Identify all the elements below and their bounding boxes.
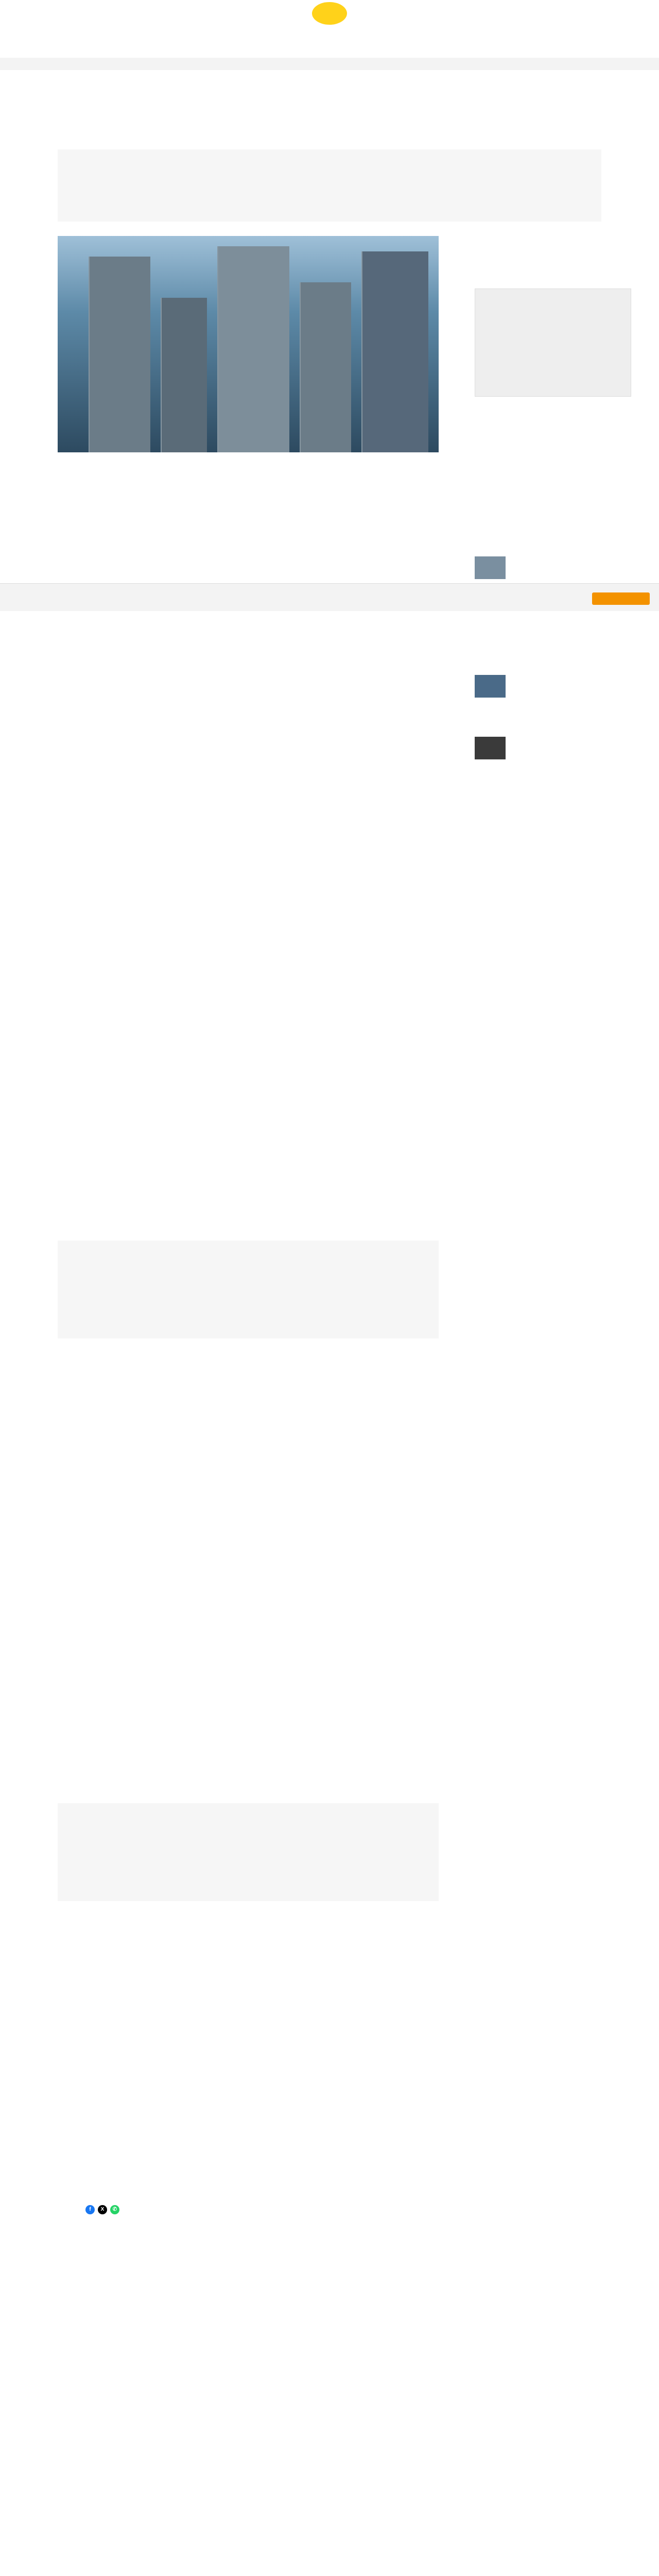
sidebar-thumb: [475, 675, 506, 698]
breadcrumb: [10, 88, 21, 93]
share-x-icon[interactable]: X: [98, 2205, 107, 2214]
sidebar-item[interactable]: [475, 675, 629, 698]
inline-ad-slot[interactable]: [58, 1241, 439, 1338]
article-body-2: [58, 1350, 439, 1357]
cookie-accept-button[interactable]: [592, 592, 650, 605]
share-whatsapp-icon[interactable]: ✆: [110, 2205, 119, 2214]
inline-ad-slot[interactable]: [58, 1803, 439, 1901]
top-ad-slot[interactable]: [58, 149, 601, 222]
article-body: [58, 665, 439, 670]
site-logo[interactable]: [312, 2, 347, 25]
hero-image: [58, 236, 439, 452]
share-facebook-icon[interactable]: f: [85, 2205, 95, 2214]
sidebar-thumb: [475, 737, 506, 759]
sidebar-item[interactable]: [475, 556, 629, 579]
main-nav: [0, 58, 659, 70]
sidebar-item[interactable]: [475, 737, 629, 759]
cookie-banner: [0, 583, 659, 611]
article-body-3: [58, 1917, 439, 1922]
sidebar-thumb: [475, 556, 506, 579]
side-ad[interactable]: [475, 289, 631, 397]
